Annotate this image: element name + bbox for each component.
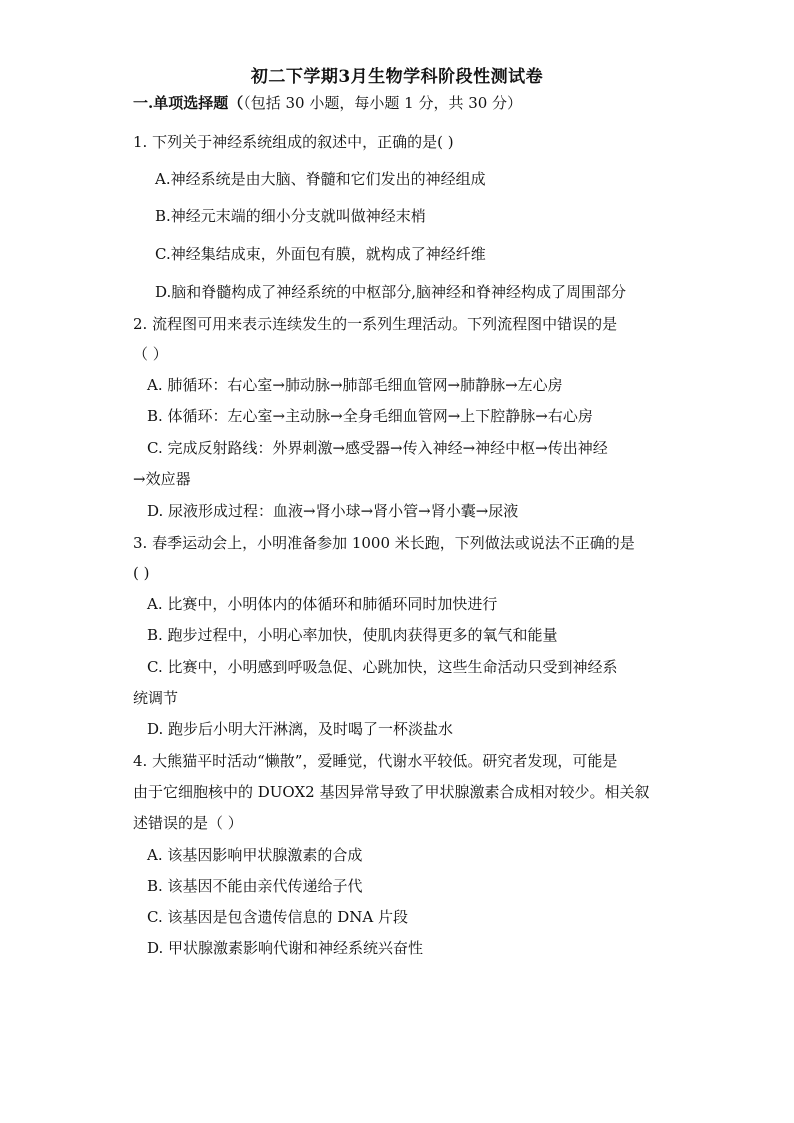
question-stem-continuation: 由于它细胞核中的 DUOX2 基因异常导致了甲状腺激素合成相对较少。相关叙 [133, 783, 650, 801]
question-option: C.神经集结成束，外面包有膜，就构成了神经纤维 [155, 245, 486, 263]
question-option: D. 尿液形成过程：血液→肾小球→肾小管→肾小囊→尿液 [147, 502, 519, 520]
question-stem: 1. 下列关于神经系统组成的叙述中，正确的是( ) [133, 133, 454, 151]
section-heading [133, 92, 522, 113]
question-option: B. 体循环：左心室→主动脉→全身毛细血管网→上下腔静脉→右心房 [147, 407, 593, 425]
question-option-continuation: 统调节 [133, 689, 179, 707]
question-option: A. 比赛中，小明体内的体循环和肺循环同时加快进行 [147, 595, 498, 613]
question-option: C. 该基因是包含遗传信息的 DNA 片段 [147, 908, 408, 926]
question-stem-continuation: （ ） [133, 345, 168, 363]
question-stem: 3. 春季运动会上，小明准备参加 1000 米长跑，下列做法或说法不正确的是 [133, 534, 635, 552]
question-option-continuation: →效应器 [133, 470, 191, 488]
question-option: B. 跑步过程中，小明心率加快，使肌肉获得更多的氧气和能量 [147, 626, 558, 644]
question-stem: 2. 流程图可用来表示连续发生的一系列生理活动。下列流程图中错误的是 [133, 315, 618, 333]
question-stem: 4. 大熊猫平时活动“懒散”，爱睡觉，代谢水平较低。研究者发现，可能是 [133, 752, 618, 770]
question-option: B. 该基因不能由亲代传递给子代 [147, 877, 363, 895]
question-option: A. 该基因影响甲状腺激素的合成 [147, 846, 363, 864]
section-heading-note: （包括 30 小题，每小题 1 分，共 30 分） [243, 94, 523, 112]
question-stem-continuation: ( ) [133, 564, 150, 582]
page-title: 初二下学期3月生物学科阶段性测试卷 [250, 67, 544, 87]
question-option: C. 比赛中，小明感到呼吸急促、心跳加快，这些生命活动只受到神经系 [147, 658, 618, 676]
question-option: C. 完成反射路线：外界刺激→感受器→传入神经→神经中枢→传出神经 [147, 439, 608, 457]
question-option: D. 甲状腺激素影响代谢和神经系统兴奋性 [147, 939, 424, 957]
question-option: A. 肺循环：右心室→肺动脉→肺部毛细血管网→肺静脉→左心房 [147, 376, 563, 394]
question-option: B.神经元末端的细小分支就叫做神经末梢 [155, 207, 426, 225]
section-heading-label: 一.单项选择题（ [133, 94, 244, 112]
question-stem-continuation: 述错误的是（ ） [133, 814, 243, 832]
question-option: D. 跑步后小明大汗淋漓，及时喝了一杯淡盐水 [147, 720, 454, 738]
question-option: A.神经系统是由大脑、脊髓和它们发出的神经组成 [155, 170, 486, 188]
question-option: D.脑和脊髓构成了神经系统的中枢部分,脑神经和脊神经构成了周围部分 [155, 283, 627, 301]
